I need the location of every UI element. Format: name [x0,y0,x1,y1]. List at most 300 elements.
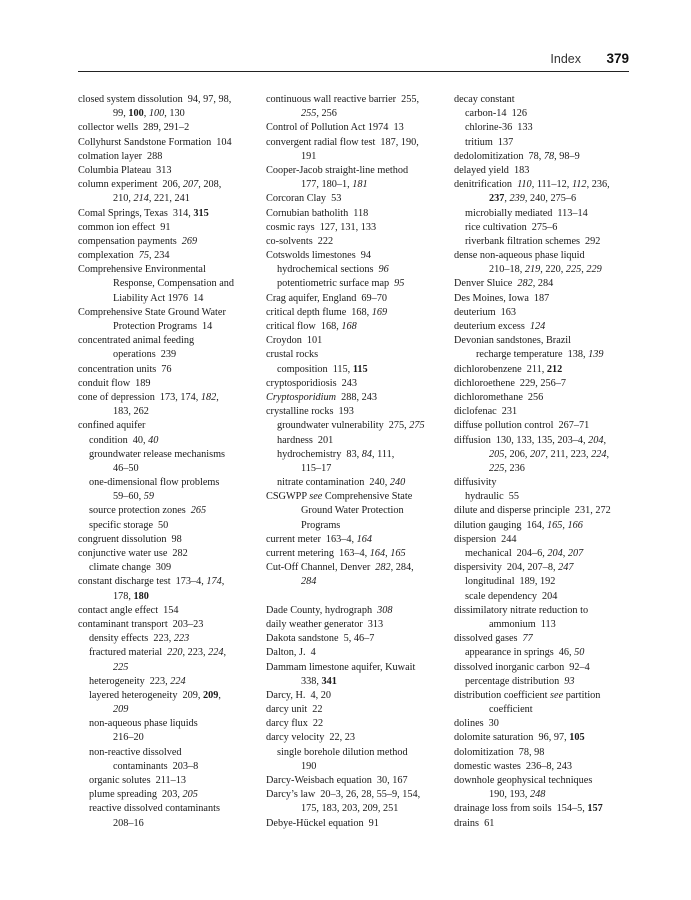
entry-text: non-reactive dissolved [89,746,182,758]
index-entry [454,178,634,192]
entry-text: , 220, [540,264,566,276]
entry-text: hydraulic [465,491,504,503]
entry-text: coefficient [489,704,533,716]
index-entry [78,263,260,277]
entry-text: 164 [356,533,373,545]
index-entry [266,292,450,306]
entry-text: 175, 183, 203, 209, 251 [301,803,399,815]
entry-text: 240, [369,477,390,489]
index-continuation [78,348,260,362]
entry-text: 168, [320,321,342,332]
entry-text: 22 [312,718,324,730]
entry-text: Cryptosporidium [266,391,337,403]
entry-text: 163–4, [339,548,370,559]
index-entry [266,618,450,632]
entry-text: cryptosporidiosis [266,377,337,389]
index-entry [78,618,260,632]
entry-text: , 211, 223, [545,448,592,460]
entry-text: Dammam limestone aquifer, Kuwait [266,661,416,673]
entry-text: Croydon [266,335,302,347]
entry-text: 30, 167 [376,775,408,786]
index-continuation [454,618,634,632]
entry-text: darcy flux [266,718,308,730]
entry-text: cone of depression [78,391,155,403]
entry-text: distribution coefficient [454,689,551,701]
entry-text: mechanical [465,548,512,559]
index-entry [78,377,260,391]
entry-text: Devonian sandstones, Brazil [454,335,571,347]
entry-text: 210, [113,193,134,205]
entry-text: 265 [190,505,207,517]
entry-text: 4 [310,647,316,659]
entry-text: 282 [517,278,533,290]
entry-text: dense non-aqueous phase liquid [454,250,585,262]
entry-text: dissolved inorganic carbon [454,661,565,673]
entry-text: common ion effect [78,221,156,233]
index-subentry [266,448,450,462]
entry-text: Comprehensive State [322,491,413,503]
index-entry [454,533,634,547]
index-entry [454,419,634,433]
entry-text: concentration units [78,363,157,375]
index-entry [454,363,634,377]
entry-text: 91 [160,221,171,233]
index-continuation [78,192,260,206]
entry-text: 204, 207–8, [506,562,559,574]
entry-text: darcy velocity [266,732,325,744]
entry-text: 239 [509,193,525,205]
entry-text: 341 [321,675,337,687]
entry-text: 115–17 [301,462,332,474]
entry-text: hydrochemical sections [277,264,374,276]
index-continuation [78,760,260,774]
entry-text: co-solvents [266,235,313,247]
index-entry [78,136,260,150]
entry-text: 163 [500,306,516,318]
entry-text: , 256 [316,108,337,120]
entry-text: 96 [378,264,389,276]
entry-text: , [221,576,225,588]
entry-text: 191 [301,150,317,162]
index-entry [266,547,450,561]
entry-text: 239 [160,349,177,361]
entry-text: CSGWPP [266,491,310,503]
entry-text: single borehole dilution method [277,746,408,758]
index-entry [266,136,450,150]
index-entry [266,661,450,675]
entry-text: contact angle effect [78,604,159,616]
entry-text: 166 [567,519,583,531]
index-column-2 [266,93,450,831]
entry-text: 165 [390,548,406,559]
entry-text: 154 [163,604,179,616]
entry-text: Dade County, hydrograph [266,604,373,616]
index-continuation [78,462,260,476]
entry-text: 224 [208,647,224,659]
index-column-3 [454,93,634,831]
index-subentry [78,689,260,703]
entry-text: fractured material [89,647,163,659]
index-entry [454,277,634,291]
entry-text: 208–16 [113,817,144,829]
entry-text: 308 [377,604,393,616]
index-subentry [78,802,260,816]
entry-text: 168 [341,321,357,332]
index-entry [266,646,450,660]
entry-text: 204–6, [516,548,548,559]
index-entry [454,561,634,575]
entry-text: 78, 98 [518,746,545,758]
index-entry [266,249,450,263]
entry-text: operations [113,349,156,361]
entry-text: 115, [332,363,353,375]
entry-text: 164 [369,548,386,559]
index-entry [266,731,450,745]
entry-text: Darcy’s law [266,789,316,801]
index-entry [454,802,634,816]
entry-text: column experiment [78,179,158,191]
entry-text: 207 [567,548,584,559]
index-entry [78,164,260,178]
index-continuation [78,107,260,121]
entry-text: cosmic rays [266,221,315,233]
entry-text: 205 [182,789,198,801]
entry-text: 222 [317,235,334,247]
index-entry [78,249,260,263]
index-subentry [78,717,260,731]
entry-text: 83, [346,448,362,460]
entry-text: critical flow [266,321,316,332]
index-entry [266,604,450,618]
entry-text: collector wells [78,122,139,134]
header-rule [78,71,629,72]
index-subentry [78,504,260,518]
entry-text: , 221, 241 [148,193,190,205]
entry-text: , [606,448,610,460]
index-entry [78,93,260,107]
entry-text: 189, 192 [519,576,556,588]
entry-text: 59–60, [113,491,144,503]
entry-text: climate change [89,562,151,574]
entry-text: 214 [133,193,149,205]
index-entry [266,207,450,221]
entry-text: 275–6 [531,221,558,233]
index-entry [454,817,634,831]
entry-text: 309 [155,562,172,574]
entry-text: 223, [149,675,171,687]
index-entry [266,717,450,731]
entry-text: delayed yield [454,164,509,176]
entry-text: , [603,434,607,446]
entry-text: , [143,108,149,120]
index-entry [78,533,260,547]
entry-text: 223, [153,633,174,645]
entry-text: 193 [338,406,354,418]
entry-text: dilution gauging [454,519,522,531]
index-entry [266,306,450,320]
entry-text: 124 [529,321,546,332]
entry-text: percentage distribution [465,675,560,687]
entry-text: Crag aquifer, England [266,292,357,304]
index-entry [266,490,450,504]
entry-text: 126 [511,108,527,120]
entry-text: 137 [497,136,514,148]
entry-text: 269 [181,235,198,247]
entry-text: , 208, [198,179,222,191]
entry-text: composition [277,363,328,375]
entry-text: Control of Pollution Act 1974 [266,122,389,134]
entry-text: condition [89,434,128,446]
index-continuation [266,462,450,476]
entry-text: 288 [147,150,163,162]
entry-text: 212 [546,363,563,375]
index-entry [454,604,634,618]
entry-text: recharge temperature [476,349,563,361]
entry-text: 275, [388,420,410,432]
index-entry [454,320,634,334]
entry-text: dolomite saturation [454,732,534,744]
entry-text: , 236, [586,179,610,191]
entry-text: 248 [530,789,546,801]
entry-text: 204 [547,548,563,559]
index-entry [454,150,634,164]
index-entry [266,164,450,178]
entry-text: 178, [113,590,134,602]
entry-text: 209 [203,689,219,701]
entry-text: 61 [484,817,495,829]
entry-text: Dakota sandstone [266,633,339,645]
index-subentry [454,590,634,604]
entry-text: plume spreading [89,789,158,801]
index-subentry [454,107,634,121]
index-subentry [266,746,450,760]
index-entry [266,391,450,405]
index-continuation [78,320,260,334]
index-entry [454,760,634,774]
entry-text: dedolomitization [454,150,524,162]
entry-text: 181 [352,179,368,191]
entry-text: 289, 291–2 [143,122,190,134]
entry-text: nitrate contamination [277,477,365,489]
entry-text: microbially mediated [465,207,553,219]
entry-text: 101 [306,335,323,347]
index-entry [454,717,634,731]
entry-text: Protection Programs [113,321,197,332]
entry-text: Collyhurst Sandstone Formation [78,136,212,148]
entry-text: Darcy, H. [266,689,306,701]
entry-text: 292 [585,235,601,247]
index-entry [454,164,634,178]
entry-text: 69–70 [361,292,388,304]
index-subentry [78,434,260,448]
index-subentry [454,221,634,235]
entry-text: 5, 46–7 [343,633,375,645]
entry-text: 189 [135,377,151,389]
entry-text: Denver Sluice [454,278,513,290]
entry-text: 206, [162,179,183,191]
index-entry [266,405,450,419]
index-continuation [266,150,450,164]
entry-text: domestic wastes [454,760,521,772]
index-subentry [78,746,260,760]
entry-text: , [562,519,568,531]
index-subentry [454,646,634,660]
entry-text: confined aquifer [78,420,146,432]
entry-text: 338, [301,675,322,687]
index-entry [266,377,450,391]
entry-text: crustal rocks [266,349,319,361]
entry-text: Liability Act 1976 [113,292,189,304]
entry-text: 14 [193,292,204,304]
index-entry [454,746,634,760]
entry-text: complexation [78,250,134,262]
entry-text: , 206, [504,448,530,460]
entry-text: density effects [89,633,149,645]
index-subentry [266,263,450,277]
index-entry [266,348,450,362]
entry-text: riverbank filtration schemes [465,235,580,247]
entry-text: 288, 243 [341,391,377,403]
entry-text: 94 [360,250,371,262]
entry-text: scale dependency [465,590,537,602]
index-entry [78,604,260,618]
entry-text: chlorine-36 [465,122,513,134]
index-entry [454,434,634,448]
index-subentry [78,519,260,533]
index-entry [454,391,634,405]
entry-text: longitudinal [465,576,515,588]
entry-text: darcy unit [266,704,308,716]
index-subentry [454,207,634,221]
entry-text: 313 [156,164,172,176]
entry-text: Dalton, J. [266,647,306,659]
entry-text: 22, 23 [329,732,355,744]
entry-text: 183 [513,164,530,176]
index-subentry [454,547,634,561]
entry-text: carbon-14 [465,108,507,120]
entry-text: dissolved gases [454,633,518,645]
entry-text: 207 [530,448,546,460]
entry-text: current meter [266,533,321,545]
entry-text: 113–14 [557,207,588,219]
entry-text: 59 [143,491,154,503]
entry-text: groundwater release mechanisms [89,448,226,460]
entry-text: 220 [167,647,183,659]
entry-text: 154–5, [556,803,588,815]
entry-text: Cotswolds limestones [266,250,356,262]
entry-text: Columbia Plateau [78,164,152,176]
index-entry [266,320,450,334]
index-subentry [78,646,260,660]
entry-text: 77 [522,633,533,645]
entry-text: drainage loss from soils [454,803,552,815]
entry-text: 174 [206,576,222,588]
entry-text: , 223, [182,647,209,659]
entry-text: 236–8, 243 [525,760,573,772]
entry-text: , 234 [149,250,170,262]
entry-text: layered heterogeneity [89,689,178,701]
entry-text: 247 [558,562,574,574]
entry-text: 284 [301,576,317,588]
entry-text: 223 [173,633,190,645]
entry-text: 46–50 [113,462,139,474]
entry-text: deuterium excess [454,321,525,332]
index-subentry [454,348,634,362]
index-continuation [266,519,450,533]
entry-text: one-dimensional flow problems [89,477,220,489]
entry-text: convergent radial flow test [266,136,376,148]
entry-text: , [385,548,391,559]
entry-text: heterogeneity [89,675,145,687]
entry-text: 231, 272 [574,505,611,517]
index-entry [266,817,450,831]
index-continuation [266,107,450,121]
entry-text: 22 [312,704,323,716]
index-continuation [266,675,450,689]
entry-text: Comal Springs, Texas [78,207,168,219]
entry-text: denitrification [454,179,513,191]
entry-text: 96, 97, [538,732,570,744]
entry-text: critical depth flume [266,306,347,318]
entry-text: diffusion [454,434,491,446]
entry-text: dichloroethene [454,377,515,389]
entry-text: 100 [148,108,165,120]
entry-text: Ground Water Protection [301,505,404,517]
index-entry [266,561,450,575]
index-entry [78,235,260,249]
entry-text: 76 [161,363,172,375]
entry-text: contaminant transport [78,618,168,630]
entry-text: 115 [352,363,368,375]
entry-text: 187, 190, [380,136,419,148]
entry-text: 224 [170,675,186,687]
index-subentry [266,277,450,291]
entry-text: non-aqueous phase liquids [89,718,198,730]
index-entry [454,661,634,675]
index-continuation [266,178,450,192]
entry-text: 315 [193,207,209,219]
entry-text: 182 [200,391,217,403]
index-entry [454,249,634,263]
entry-text: , 284 [532,278,554,290]
entry-text: 313 [367,618,384,630]
index-continuation [78,490,260,504]
index-continuation [454,192,634,206]
entry-text: tritium [465,136,493,148]
index-subentry [454,490,634,504]
entry-text: 240 [389,477,406,489]
index-continuation [266,504,450,518]
entry-text: potentiometric surface map [277,278,390,290]
entry-text: 209, [182,689,204,701]
entry-text: 130, 133, 135, 203–4, [495,434,589,446]
entry-text: specific storage [89,519,154,531]
entry-text: 118 [353,207,369,219]
index-entry [454,377,634,391]
header-section-title: Index [550,52,581,66]
index-entry [78,221,260,235]
entry-text: 93 [564,675,575,687]
section-gap [266,590,450,604]
index-entry [78,306,260,320]
entry-text: 94, 97, 98, [187,94,232,105]
index-continuation [78,292,260,306]
index-continuation [454,703,634,717]
entry-text: hardness [277,434,313,446]
entry-text: 204 [588,434,604,446]
entry-text: 113 [540,618,556,630]
index-entry [454,292,634,306]
